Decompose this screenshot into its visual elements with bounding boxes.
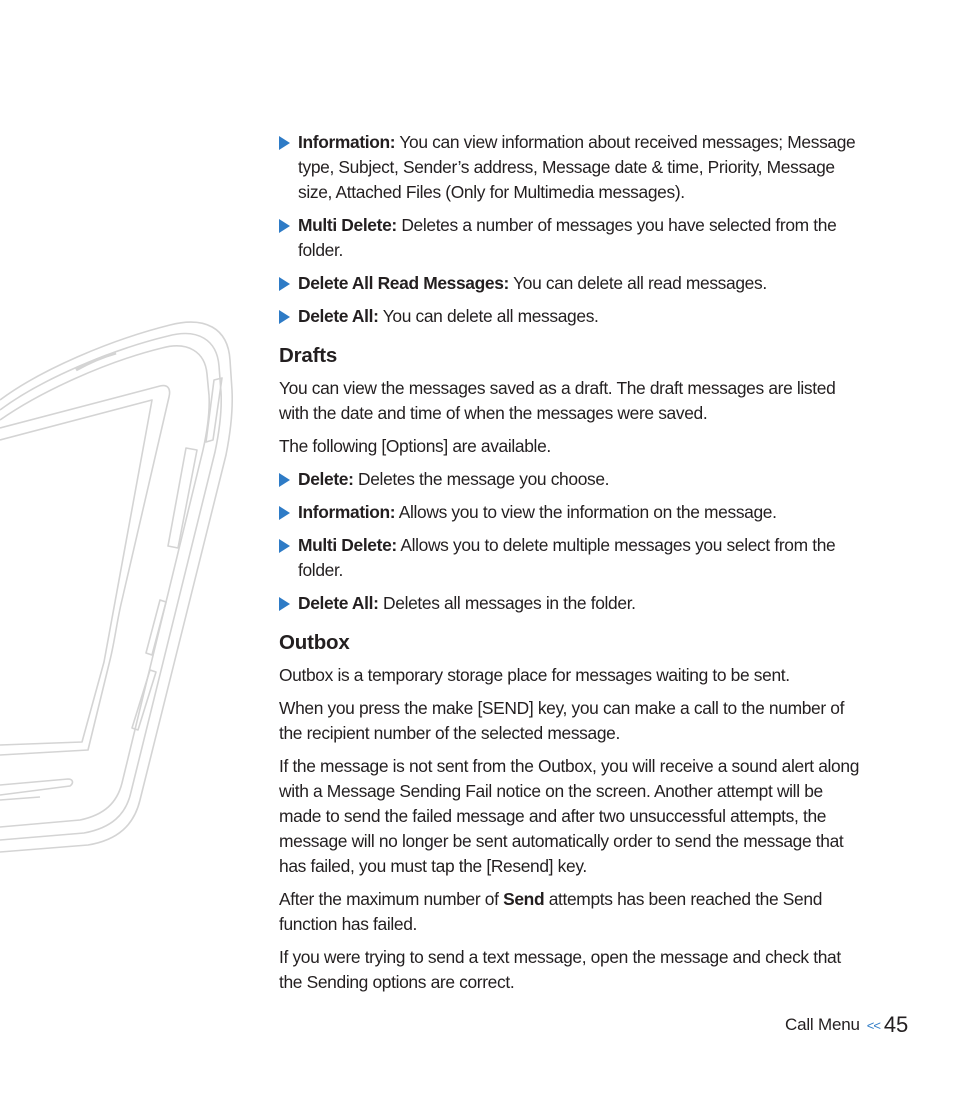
list-item-information: [279, 130, 864, 205]
drafts-intro: You can view the messages saved as a draft. The draft messages are listed with the date and time of when the messages were saved.: [279, 378, 836, 423]
footer-separator: <<: [866, 1018, 880, 1033]
bullet-term: Delete All Read Messages:: [298, 273, 509, 293]
bullet-text: Deletes the message you choose.: [353, 469, 610, 489]
outbox-paragraph-4: [279, 887, 864, 937]
list-item-delete: [279, 467, 864, 492]
bullet-arrow-icon: [279, 277, 290, 291]
bullet-text: Deletes a number of messages you have selected from the folder.: [298, 215, 837, 260]
bullet-term: Multi Delete:: [298, 215, 397, 235]
list-item-delete-all-read: [279, 271, 864, 296]
bullet-term: Multi Delete:: [298, 535, 397, 555]
bullet-arrow-icon: [279, 310, 290, 324]
bullet-term: Delete:: [298, 469, 354, 489]
bullet-arrow-icon: [279, 539, 290, 553]
list-item-delete-all: [279, 591, 864, 616]
bullet-term: Information:: [298, 502, 396, 522]
bullet-text: Allows you to view the information on the message.: [395, 502, 777, 522]
list-item-multi-delete: [279, 533, 864, 583]
list-item-information: [279, 500, 864, 525]
bullet-arrow-icon: [279, 506, 290, 520]
page-footer: [785, 1012, 908, 1038]
outbox-paragraph-2: When you press the make [SEND] key, you can make a call to the number of the recipient number of the selected message.: [279, 698, 845, 743]
bullet-term: Delete All:: [298, 593, 379, 613]
list-item-delete-all: [279, 304, 864, 329]
bullet-term: Information:: [298, 132, 396, 152]
outbox-heading: Outbox: [279, 631, 350, 654]
list-item-multi-delete: [279, 213, 864, 263]
paragraph-text: attempts has been reached the Send function has failed.: [279, 889, 823, 934]
paragraph-text: After the maximum number of: [279, 889, 504, 909]
bullet-text: You can delete all messages.: [378, 306, 599, 326]
message-options-list: [279, 130, 864, 329]
bullet-term: Delete All:: [298, 306, 379, 326]
bullet-arrow-icon: [279, 219, 290, 233]
send-keyword: Send: [503, 889, 545, 909]
bullet-arrow-icon: [279, 597, 290, 611]
bullet-text: Deletes all messages in the folder.: [378, 593, 636, 613]
bullet-arrow-icon: [279, 136, 290, 150]
drafts-heading: Drafts: [279, 344, 338, 367]
outbox-paragraph-5: If you were trying to send a text message, open the message and check that the Sending options are correct.: [279, 947, 841, 992]
phone-illustration: [0, 300, 240, 860]
bullet-text: Allows you to delete multiple messages you select from the folder.: [298, 535, 836, 580]
outbox-paragraph-3: If the message is not sent from the Outbox, you will receive a sound alert along with a Message Sending Fail notice on the screen. Another attempt will be made to send the failed message and after two unsuccessful attempts, the message will no longer be sent automatically order to send the message that has failed, you must tap the [Resend] key.: [279, 756, 860, 876]
bullet-arrow-icon: [279, 473, 290, 487]
main-content: [279, 130, 864, 1003]
bullet-text: You can delete all read messages.: [508, 273, 767, 293]
page-number: 45: [883, 1012, 908, 1037]
footer-section-name: Call Menu: [785, 1015, 860, 1034]
drafts-options-line: The following [Options] are available.: [279, 436, 551, 456]
drafts-options-list: [279, 467, 864, 616]
outbox-paragraph-1: Outbox is a temporary storage place for messages waiting to be sent.: [279, 665, 790, 685]
bullet-text: You can view information about received messages; Message type, Subject, Sender’s address, Message date & time, Priority, Message size, Attached Files (Only for Multimedia messages).: [298, 132, 856, 202]
